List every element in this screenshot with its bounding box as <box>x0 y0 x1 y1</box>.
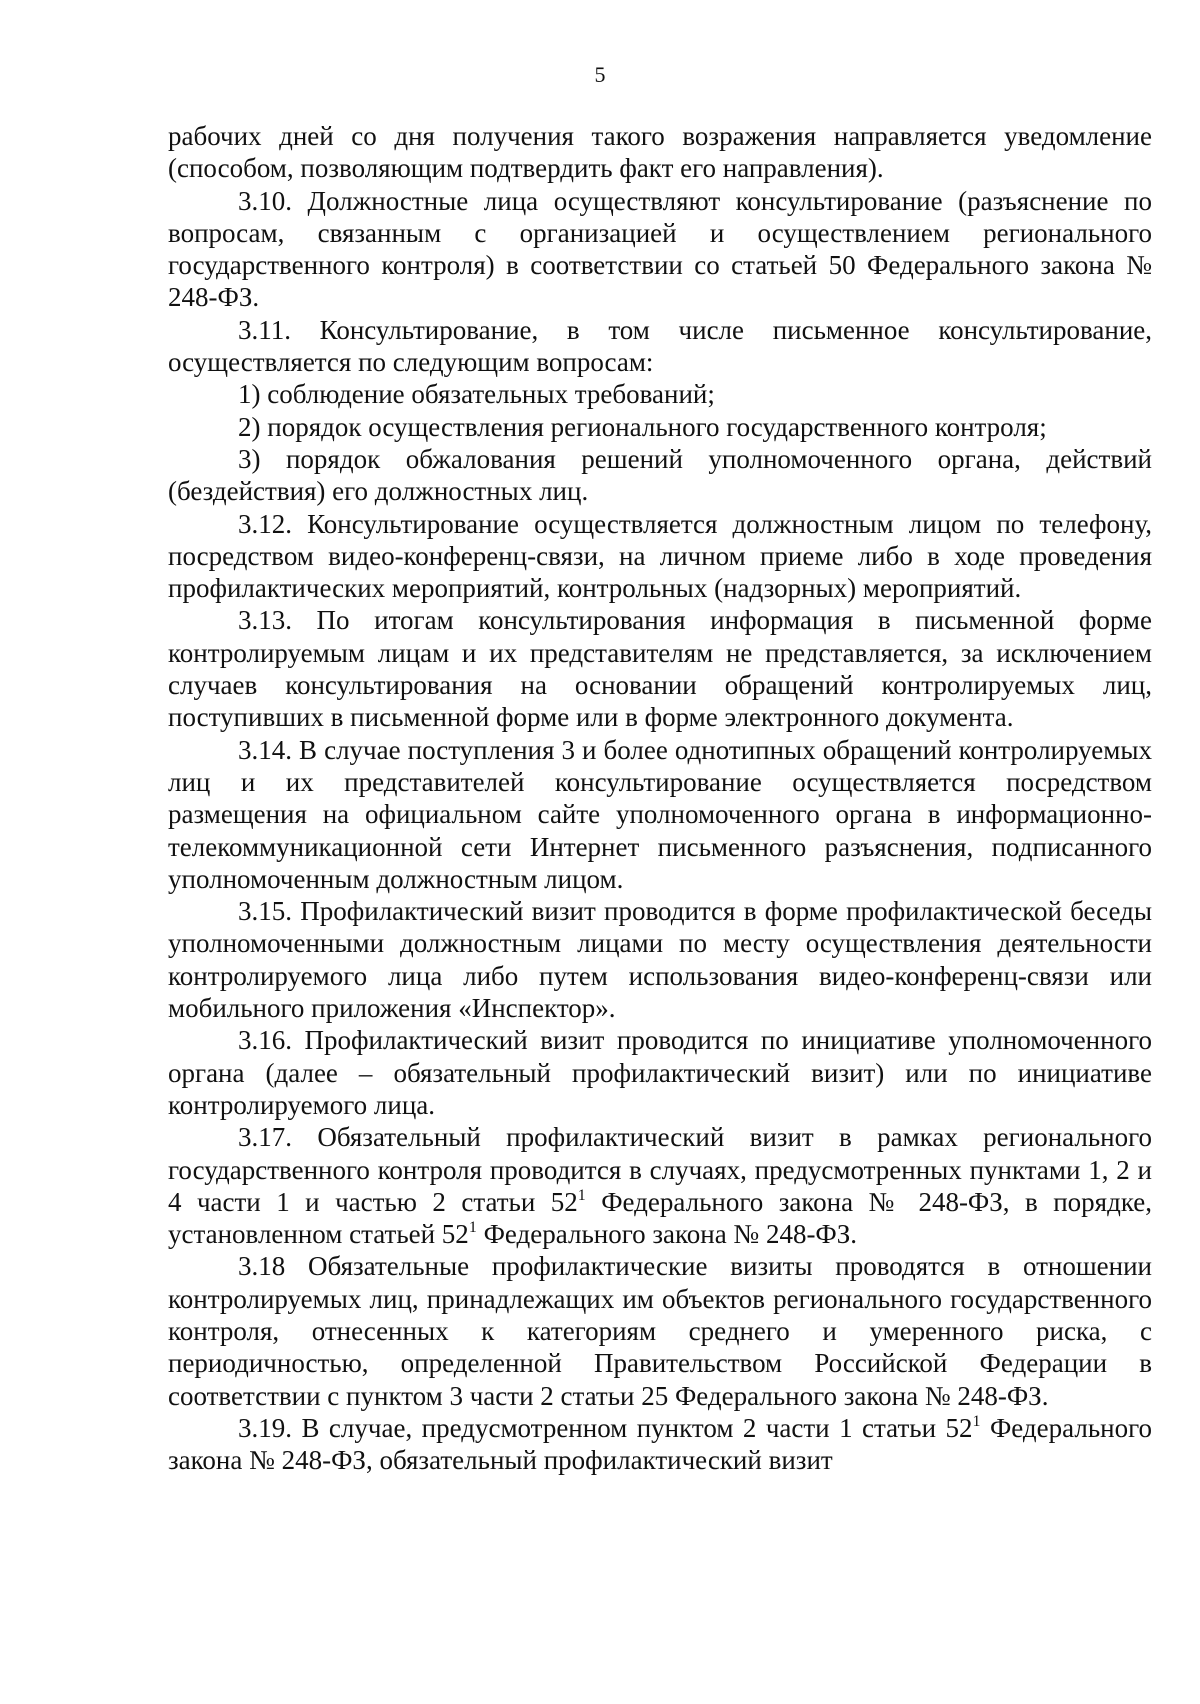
document-body <box>168 120 1152 1476</box>
page-number: 5 <box>594 62 606 87</box>
superscript-mark: 1 <box>577 1186 586 1204</box>
paragraph-3-19-text: 3.19. В случае, предусмотренном пунктом 2 части 1 статьи 52 <box>238 1412 973 1443</box>
paragraph-3-16: 3.16. Профилактический визит проводится по инициативе уполномоченного органа (далее – обязательный профилактический визит) или по инициативе контролируемого лица. <box>168 1025 1152 1120</box>
paragraph-3-13: 3.13. По итогам консультирования информация в письменной форме контролируемым лицам и их представителям не представляется, за исключением случаев консультирования на основании обращений контролируемых лиц, поступивших в письменной форме или в форме электронного документа. <box>168 605 1152 733</box>
paragraph-3-17-text: Федерального закона № 248-ФЗ. <box>476 1219 858 1250</box>
paragraph-3-17 <box>168 1121 1152 1250</box>
paragraph-3-11: 3.11. Консультирование, в том числе письменное консультирование, осуществляется по следующим вопросам: <box>168 314 1152 378</box>
superscript-mark: 1 <box>468 1218 477 1236</box>
paragraph-3-14: 3.14. В случае поступления 3 и более однотипных обращений контролируемых лиц и их представителей консультирование осуществляется посредством размещения на официальном сайте уполномоченного органа в информационно-телекоммуникационной сети Интернет письменного разъяснения, подписанного уполномоченным должностным лицом. <box>168 734 1152 894</box>
paragraph-3-18: 3.18 Обязательные профилактические визиты проводятся в отношении контролируемых лиц, принадлежащих им объектов регионального государственного контроля, отнесенных к категориям среднего и умеренного риска, с периодичностью, определенной Правительством Российской Федерации в соответствии с пунктом 3 части 2 статьи 25 Федерального закона № 248-ФЗ. <box>168 1251 1152 1411</box>
paragraph-3-17-text: Федерального закона № 248-ФЗ, в порядке, установленном статьей 52 <box>168 1186 1152 1250</box>
paragraph-3-17-text: 3.17. Обязательный профилактический визит в рамках регионального государственного контроля проводится в случаях, предусмотренных пунктами 1, 2 и 4 части 1 и частью 2 статьи 52 <box>168 1122 1152 1217</box>
paragraph-3-15: 3.15. Профилактический визит проводится в форме профилактической беседы уполномоченными должностным лицами по месту осуществления деятельности контролируемого лица либо путем использования видео-конференц-связи или мобильного приложения «Инспектор». <box>168 896 1152 1024</box>
paragraph-3-10: 3.10. Должностные лица осуществляют консультирование (разъяснение по вопросам, связанным с организацией и осуществлением регионального государственного контроля) в соответствии со статьей 50 Федерального закона № 248-ФЗ. <box>168 185 1152 313</box>
list-item-2: 2) порядок осуществления регионального государственного контроля; <box>238 411 1047 442</box>
paragraph-continuation: рабочих дней со дня получения такого возражения направляется уведомление (способом, позволяющим подтвердить факт его направления). <box>168 121 1152 184</box>
paragraph-3-19-text: Федерального закона № 248-ФЗ, обязательный профилактический визит <box>168 1412 1152 1476</box>
list-item-1: 1) соблюдение обязательных требований; <box>238 379 715 410</box>
superscript-mark: 1 <box>972 1412 981 1430</box>
paragraph-3-12: 3.12. Консультирование осуществляется должностным лицом по телефону, посредством видео-конференц-связи, на личном приеме либо в ходе проведения профилактических мероприятий, контрольных (надзорных) мероприятий. <box>168 508 1152 604</box>
paragraph-3-19 <box>168 1412 1152 1477</box>
list-item-3: 3) порядок обжалования решений уполномоченного органа, действий (бездействия) его должностных лиц. <box>168 443 1152 507</box>
